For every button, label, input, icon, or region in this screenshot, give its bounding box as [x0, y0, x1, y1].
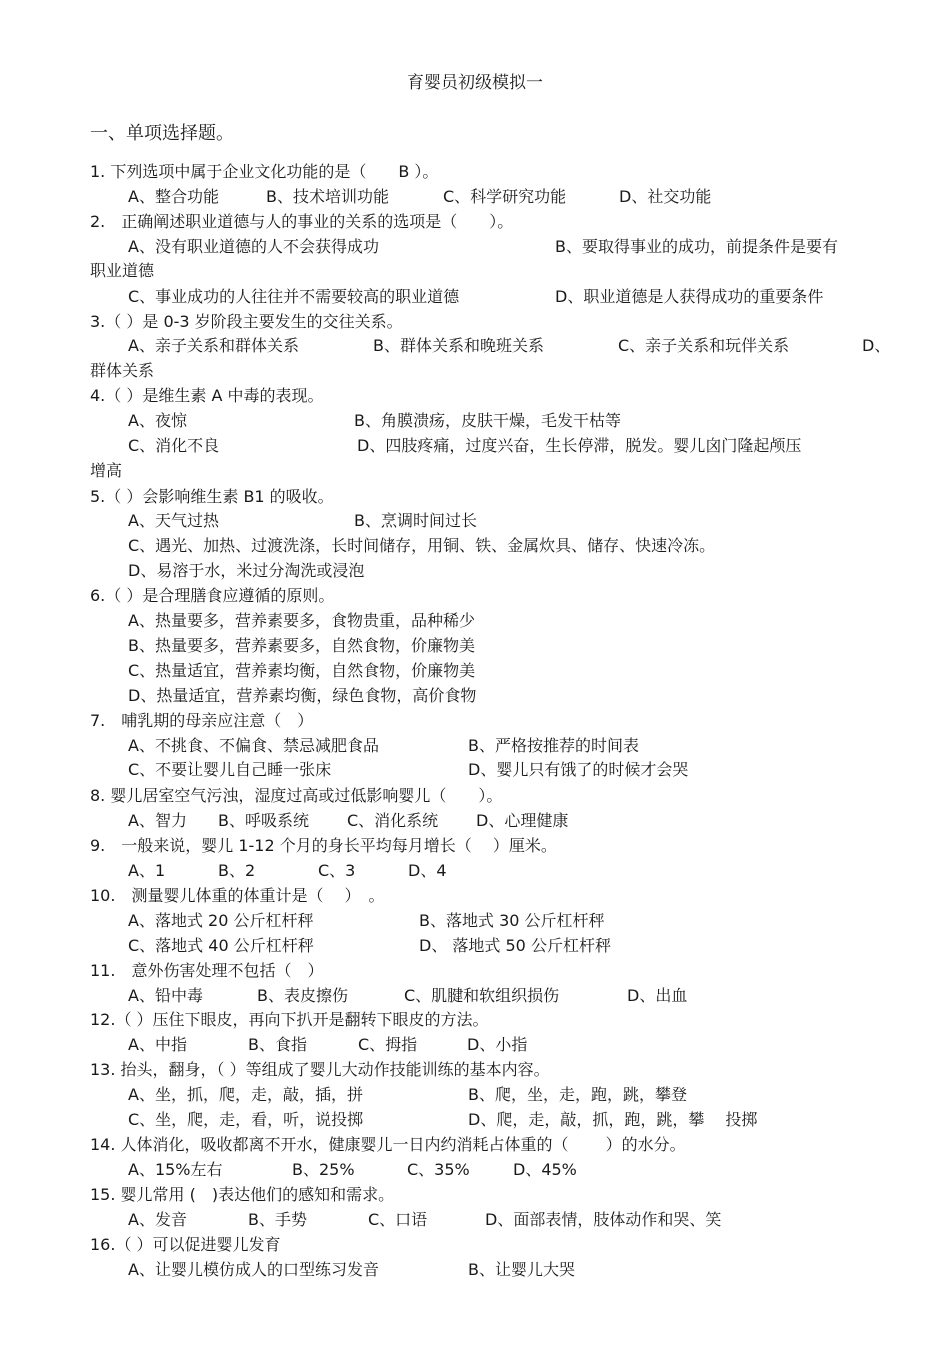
- q11-option-d: D、出血: [627, 986, 688, 1005]
- q3-option-d-wrap: 群体关系: [90, 361, 155, 380]
- q14-option-b: B、25%: [292, 1160, 355, 1179]
- q8-option-a: A、智力: [128, 811, 187, 830]
- question-13-stem: 13. 抬头，翻身，（ ）等组成了婴儿大动作技能训练的基本内容。: [90, 1060, 550, 1079]
- question-3-stem: 3.（ ）是 0-3 岁阶段主要发生的交往关系。: [90, 312, 403, 331]
- q3-option-c: C、亲子关系和玩伴关系: [618, 336, 790, 355]
- q1-option-d: D、社交功能: [619, 187, 712, 206]
- q1-option-c: C、科学研究功能: [443, 187, 567, 206]
- q7-option-b: B、严格按推荐的时间表: [468, 736, 639, 755]
- q7-option-d: D、婴儿只有饿了的时候才会哭: [468, 760, 689, 779]
- q6-option-a: A、热量要多，营养素要多，食物贵重，品种稀少: [128, 611, 475, 630]
- page-title: 育婴员初级模拟一: [407, 73, 543, 93]
- q9-option-c: C、3: [318, 861, 356, 880]
- q6-option-b: B、热量要多，营养素要多，自然食物，价廉物美: [128, 636, 475, 655]
- q4-option-a: A、夜惊: [128, 411, 187, 430]
- q7-option-c: C、不要让婴儿自己睡一张床: [128, 760, 332, 779]
- q10-option-c: C、落地式 40 公斤杠杆秤: [128, 936, 314, 955]
- q7-option-a: A、不挑食、不偏食、禁忌减肥食品: [128, 736, 379, 755]
- question-16-stem: 16.（ ）可以促进婴儿发育: [90, 1235, 281, 1254]
- q2-option-b-wrap: 职业道德: [90, 261, 155, 280]
- question-12-stem: 12.（ ）压住下眼皮，再向下扒开是翻转下眼皮的方法。: [90, 1010, 489, 1029]
- q12-option-d: D、小指: [467, 1035, 528, 1054]
- question-2-stem: 2. 正确阐述职业道德与人的事业的关系的选项是（ ）。: [90, 212, 514, 231]
- q4-option-d: D、四肢疼痛，过度兴奋，生长停滞，脱发。婴儿囟门隆起颅压: [357, 436, 802, 455]
- q14-option-a: A、15%左右: [128, 1160, 223, 1179]
- question-5-stem: 5.（ ）会影响维生素 B1 的吸收。: [90, 487, 334, 506]
- q15-option-d: D、面部表情，肢体动作和哭、笑: [485, 1210, 722, 1229]
- question-14-stem: 14. 人体消化，吸收都离不开水，健康婴儿一日内约消耗占体重的（ ）的水分。: [90, 1135, 686, 1154]
- q9-option-d: D、4: [408, 861, 447, 880]
- q1-option-a: A、整合功能: [128, 187, 219, 206]
- section-heading: 一、单项选择题。: [90, 123, 234, 144]
- q15-option-b: B、手势: [248, 1210, 307, 1229]
- q8-option-c: C、消化系统: [347, 811, 439, 830]
- q5-option-d: D、易溶于水，米过分淘洗或浸泡: [128, 561, 365, 580]
- q11-option-b: B、表皮擦伤: [257, 986, 348, 1005]
- question-4-stem: 4.（ ）是维生素 A 中毒的表现。: [90, 386, 324, 405]
- q6-option-c: C、热量适宜，营养素均衡，自然食物，价廉物美: [128, 661, 476, 680]
- q14-option-d: D、45%: [513, 1160, 577, 1179]
- q11-option-c: C、肌腱和软组织损伤: [404, 986, 560, 1005]
- q6-option-d: D、热量适宜，营养素均衡，绿色食物，高价食物: [128, 686, 477, 705]
- q12-option-b: B、食指: [248, 1035, 307, 1054]
- question-8-stem: 8. 婴儿居室空气污浊，湿度过高或过低影响婴儿（ ）。: [90, 786, 503, 805]
- q2-option-c: C、事业成功的人往往并不需要较高的职业道德: [128, 287, 460, 306]
- q4-option-c: C、消化不良: [128, 436, 220, 455]
- question-11-stem: 11. 意外伤害处理不包括（ ）: [90, 961, 324, 980]
- q15-option-a: A、发音: [128, 1210, 187, 1229]
- question-15-stem: 15. 婴儿常用 ( )表达他们的感知和需求。: [90, 1185, 395, 1204]
- q16-option-b: B、让婴儿大哭: [468, 1260, 575, 1279]
- q2-option-a: A、没有职业道德的人不会获得成功: [128, 237, 379, 256]
- question-1-stem: 1. 下列选项中属于企业文化功能的是（ B ）。: [90, 162, 439, 181]
- q2-option-b: B、要取得事业的成功，前提条件是要有: [555, 237, 838, 256]
- question-7-stem: 7. 哺乳期的母亲应注意（ ）: [90, 711, 314, 730]
- q11-option-a: A、铅中毒: [128, 986, 203, 1005]
- q5-option-a: A、天气过热: [128, 511, 219, 530]
- q3-option-a: A、亲子关系和群体关系: [128, 336, 299, 355]
- q4-option-b: B、角膜溃疡，皮肤干燥，毛发干枯等: [354, 411, 621, 430]
- q3-option-d: D、: [862, 336, 891, 355]
- q3-option-b: B、群体关系和晚班关系: [373, 336, 544, 355]
- q8-option-b: B、呼吸系统: [218, 811, 309, 830]
- q9-option-b: B、2: [218, 861, 256, 880]
- q16-option-a: A、让婴儿模仿成人的口型练习发音: [128, 1260, 379, 1279]
- q13-option-a: A、坐，抓，爬，走，敲，插，拼: [128, 1085, 363, 1104]
- q12-option-a: A、中指: [128, 1035, 187, 1054]
- q15-option-c: C、口语: [368, 1210, 428, 1229]
- question-6-stem: 6.（ ）是合理膳食应遵循的原则。: [90, 586, 335, 605]
- q8-option-d: D、心理健康: [476, 811, 569, 830]
- q13-option-b: B、爬，坐，走，跑，跳，攀登: [468, 1085, 687, 1104]
- q1-option-b: B、技术培训功能: [266, 187, 389, 206]
- q14-option-c: C、35%: [407, 1160, 470, 1179]
- q12-option-c: C、拇指: [358, 1035, 418, 1054]
- q13-option-d: D、爬，走，敲，抓，跑，跳，攀 投掷: [468, 1110, 758, 1129]
- q10-option-d: D、 落地式 50 公斤杠杆秤: [419, 936, 611, 955]
- q10-option-a: A、落地式 20 公斤杠杆秤: [128, 911, 314, 930]
- q10-option-b: B、落地式 30 公斤杠杆秤: [419, 911, 605, 930]
- q2-option-d: D、职业道德是人获得成功的重要条件: [555, 287, 824, 306]
- question-10-stem: 10. 测量婴儿体重的体重计是（ ） 。: [90, 886, 385, 905]
- q13-option-c: C、坐，爬，走，看，听，说投掷: [128, 1110, 364, 1129]
- q5-option-c: C、遇光、加热、过渡洗涤，长时间储存，用铜、铁、金属炊具、储存、快速冷冻。: [128, 536, 716, 555]
- q9-option-a: A、1: [128, 861, 166, 880]
- q5-option-b: B、烹调时间过长: [354, 511, 477, 530]
- question-9-stem: 9. 一般来说，婴儿 1-12 个月的身长平均每月增长（ ）厘米。: [90, 836, 557, 855]
- q4-option-d-wrap: 增高: [90, 461, 123, 480]
